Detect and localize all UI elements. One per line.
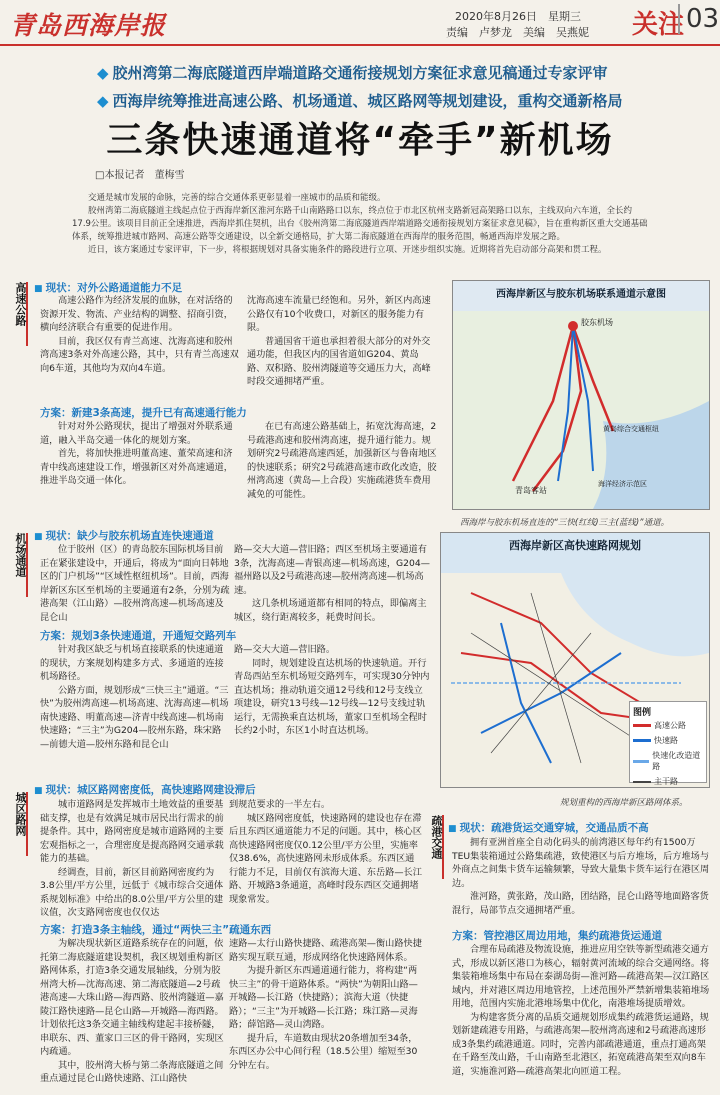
airport-marker-icon bbox=[568, 321, 578, 331]
port-plan: 合理布局疏港及物流设施，推进应用空铁等新型疏港交通方式，形成以新区港口为核心，辐射黄河流域的综合交通网络。将集装箱堆场集中布局在泰湖岛街—淮河路—疏港高架—汉江路区域内，并对港区周边用地管控，上述范围外严禁新增集装箱堆场用地，范围内实施北港堆场集中优化，南港堆场提质增效。 为构建客货分离的品质交通规划形成集约疏港货运通路，规划新建疏港专用路，与疏港高架—胶州湾高速和2号疏港高速形成3条集约疏港通道。同时，完善内部疏港通道，重点打通高架在千路至茂山路，千山南路至北港区，拓宽疏港高架至双向8车道，实施淮河路—疏港高架北向匝道工程。 bbox=[452, 944, 710, 1077]
section3-plan-right: 速路—太行山路快捷路、疏港高架—衡山路快捷路实现互联互通，形成网络化快速路网体系。 为提升新区东西通道通行能力，将构建“两快三主”的骨干道路体系。“两快”为朝阳山路—开城路—长江路（快捷路）；滨海大道（快捷路）；“三主”为开城路—长江路；珠江路—灵海路；薛馆路—灵山湾路。 提升后，车道数由现状20条增加至34条，东西区办公中心间行程（18.5公里）缩短至30分钟左右。 bbox=[229, 938, 422, 1071]
section-title: 关注 bbox=[632, 10, 685, 40]
section3-current-title: ■ 现状：城区路网密度低，高快速路网建设滞后 bbox=[34, 784, 256, 796]
airport-corridor-map bbox=[452, 280, 710, 510]
port-current-title: ■ 现状：疏港货运交通穿城，交通品质不高 bbox=[448, 822, 649, 834]
legend-swatch bbox=[633, 724, 651, 727]
lead-paragraph: 交通是城市发展的命脉，完善的综合交通体系更彰显着一座城市的品质和能级。 bbox=[88, 193, 386, 203]
section2-plan-left: 针对我区缺乏与机场直接联系的快速通道的现状，方案规划构建多方式、多通道的连接机场路径。 公路方面，规划形成“三快三主”通道。“三快”为胶州湾高速—机场高速、沈海高速—机场南快速路、明董高速—济青中线高速—机场南快速路；“三主”为G204—胶州东路，珠宋路—前德大道—胶州东路和昆仑山 bbox=[40, 644, 229, 750]
subtitle-2 bbox=[97, 90, 623, 111]
map2-title: 西海岸新区高快速路网规划 bbox=[509, 539, 641, 552]
dateline: 2020年8月26日 星期三 bbox=[455, 10, 581, 23]
headline: 三条快速通道将“牵手”新机场 bbox=[106, 120, 614, 161]
section-label-port: 疏港交通 bbox=[430, 815, 444, 879]
legend-swatch bbox=[633, 760, 649, 763]
legend-title: 图例 bbox=[633, 708, 652, 718]
section1-plan-left: 针对对外公路现状，提出了增强对外联系通道，融入半岛交通一体化的规划方案。 首先，将加快推进明董高速、董荣高速和济青中线高速建设工作，增强新区对外高速通道，推进半岛交通一体化。 bbox=[40, 421, 233, 486]
section-label-urban-roads: 城区路网 bbox=[14, 792, 28, 856]
section1-current-right: 沈海高速车流量已经饱和。另外，新区内高速公路仅有10个收费口，对新区的服务能力有限。 普通国省干道也承担着很大部分的对外交通功能，但我区内的国省道如G204、黄岛路、双积路、胶州湾隧道等交通压力大，高峰时段交通拥堵严重。 bbox=[247, 295, 431, 387]
map2-caption: 规划重构的西海岸新区路网体系。 bbox=[560, 798, 688, 808]
diamond-icon: ◆ bbox=[97, 64, 109, 82]
road-network-map bbox=[440, 532, 710, 788]
section-label-expressway: 高速公路 bbox=[14, 282, 28, 346]
map1-label-zone: 海洋经济示范区 bbox=[598, 480, 647, 488]
legend-item: 高速公路 bbox=[633, 720, 703, 731]
square-icon: ■ bbox=[34, 786, 46, 796]
section3-plan-title: 方案：打造3条主轴线，通过“两快三主”疏通东西 bbox=[40, 924, 272, 936]
map1-label-station: 青岛客站 bbox=[515, 486, 547, 495]
map1-label-hub: 黄岛综合交通枢纽 bbox=[603, 425, 659, 433]
section2-plan-title: 方案：规划3条快速通道，开通短交路列车 bbox=[40, 630, 237, 642]
section1-plan-right: 在已有高速公路基础上，拓宽沈海高速，2号疏港高速和胶州湾高速，提升通行能力。规划研究2号疏港高速西延，加强新区与鲁南地区的快速联系；研究2号疏港高速市政化改造，胶州湾高速（黄岛—上合段）实施疏港货车费用减免的可能性。 bbox=[247, 421, 437, 500]
map2-legend bbox=[629, 701, 707, 786]
subtitle-text: 西海岸统筹推进高速公路、机场通道、城区路网等规划建设，重构交通新格局 bbox=[112, 92, 623, 110]
section1-plan-title: 方案：新建3条高速，提升已有高速通行能力 bbox=[40, 407, 247, 419]
section3-current-right: 到规范要求的一半左右。 城区路网密度低，快速路网的建设也存在滞后且东西区通道能力不足的问题。其中，核心区高快速路网密度仅0.12公里/平方公里，实施率仅38.6%，高快速路网未形成体系。东西区通行能力不足，目前仅有滨海大道、东岳路—长江路、开城路3条通道，高峰时段东西区交通拥堵现象常发。 bbox=[229, 799, 422, 905]
legend-item: 快速路 bbox=[633, 735, 703, 746]
legend-item: 快速化改造道路 bbox=[633, 750, 703, 772]
square-icon: ■ bbox=[448, 824, 460, 834]
square-icon: ■ bbox=[34, 284, 46, 294]
section2-current-right: 路—交大大道—营旧路；西区至机场主要通道有3条，沈海高速—青银高速—机场高速，G204—福州路以及2号疏港高速—胶州湾高速—机场高速。 这几条机场通道都有相同的特点，即偏离主城区，绕行距离较多，耗费时间长。 bbox=[234, 544, 430, 623]
legend-swatch bbox=[633, 781, 651, 783]
map1-graphic bbox=[453, 281, 709, 509]
page-number: 03 bbox=[678, 4, 719, 34]
editors-line: 责编 卢梦龙 美编 吴燕妮 bbox=[446, 26, 589, 39]
newspaper-logo: 青岛西海岸报 bbox=[10, 11, 167, 40]
section3-plan-left: 为解决现状新区道路系统存在的问题，依托第二海底隧道建设契机，我区规划重构新区路网体系，打造3条交通发展轴线，分别为胶州湾大桥—沈海高速、第二海底隧道—2号疏港高速—大珠山路—海西路、胶州湾隧道—嘉陵江路快速路—昆仑山路—开城路—海西路。计划依托这3条交通主轴线构建起丰接桥隧，串联东、西、董家口三区的骨干路网，实现区内疏通。 其中，胶州湾大桥与第二条海底隧道之间重点通过昆仑山路快速路、江山路快 bbox=[40, 938, 224, 1084]
section-label-airport: 机场通道 bbox=[14, 533, 28, 597]
section2-current-title: ■ 现状：缺少与胶东机场直连快速通道 bbox=[34, 530, 214, 542]
square-icon: ■ bbox=[34, 532, 46, 542]
map1-title: 西海岸新区与胶东机场联系通道示意图 bbox=[496, 289, 666, 300]
lead-paragraph: 近日，该方案通过专家评审，下一步，将根据规划对具备实施条件的路段进行立项、开迷步组织实施。近期将首先启动部分高架和贯工程。 bbox=[88, 245, 607, 255]
subtitle-text: 胶州湾第二海底隧道西岸端道路交通衔接规划方案征求意见稿通过专家评审 bbox=[112, 64, 608, 82]
section1-current-left: 高速公路作为经济发展的血脉，在对活络的资源开发、物流、产业结构的调整、招商引资，横向经济联合有重要的促进作用。 目前，我区仅有青兰高速、沈海高速和胶州湾高速3条对外高速公路，其中，只有青兰高速双向6车道，其他均为双向4车道。 bbox=[40, 295, 239, 374]
subtitle-1 bbox=[97, 62, 608, 83]
port-plan-title: 方案：管控港区周边用地，集约疏港货运通道 bbox=[452, 930, 662, 942]
legend-swatch bbox=[633, 739, 651, 742]
lead-paragraph: 胶州湾第二海底隧道主线起点位于西海岸新区淮河东路千山南路路口以东，终点位于市北区杭州支路新冠高架路口以东，主线双向六车道，全长约17.9公里。该项目目前正全速推进，西海岸抓住契机，出台《胶州湾第二海底隧道西岸端道路交通衔接规划方案征求意见稿》，旨在重构新区重大交通基础体系，统筹推进城市路网、高速公路等交通建设，以全新交通格局，扩大第二海底隧道在西海岸的服务范围，畅通西海岸发展之路。 bbox=[72, 206, 648, 242]
byline: □本报记者 董梅雪 bbox=[95, 170, 185, 181]
map1-caption: 西海岸与胶东机场直连的“三快(红线)三主(蓝线)”通道。 bbox=[460, 518, 670, 528]
port-current: 拥有亚洲首座全自动化码头的前湾港区每年约有1500万TEU集装箱通过公路集疏港，致使港区与后方堆场，后方堆场与外商点之间集卡货车运输频繁，导致大量集卡货车运行在港区周边。 淮河路，黄张路，茂山路，团结路，昆仑山路等地面路客货混行，局部节点交通拥堵严重。 bbox=[452, 837, 710, 916]
map1-label-airport: 胶东机场 bbox=[581, 318, 613, 327]
section3-current-left: 城市道路网是发挥城市土地效益的重要基础支撑，也是有效满足城市居民出行需求的前提条件。其中，路网密度是城市道路网的主要宏观指标之一，合理密度是提高路网交通承载能力的基础。 经调查，目前，新区目前路网密度约为3.8公里/平方公里，远低于《城市综合交通体系规划标准》中给出的8.0公里/平方公里的建议值，次支路网密度也仅仅达 bbox=[40, 799, 224, 918]
legend-item: 主干路 bbox=[633, 776, 703, 787]
section2-plan-right: 路—交大大道—营旧路。 同时，规划建设直达机场的快速轨道。开行青岛西站至东机场短交路列车，可实现30分钟内直达机场；推动轨道交通12号线和12号支线立项建设，研究13号线—12号线—12号支线过轨运行，无需换乘直达机场，董家口至机场全程时长约2小时，东区1小时直达机场。 bbox=[234, 644, 430, 736]
diamond-icon: ◆ bbox=[97, 92, 109, 110]
section2-current-left: 位于胶州（区）的青岛胶东国际机场目前正在紧张建设中，开通后，将成为“面向日韩地区的门户机场”“区域性枢纽机场”。目前，西海岸新区东区至机场的主要通道有2条，分别为疏港高架（江山路）—胶州湾高速—机场高速及昆仑山 bbox=[40, 544, 230, 623]
lead-paragraphs bbox=[72, 192, 648, 257]
section1-current-title: ■ 现状：对外公路通道能力不足 bbox=[34, 282, 183, 294]
